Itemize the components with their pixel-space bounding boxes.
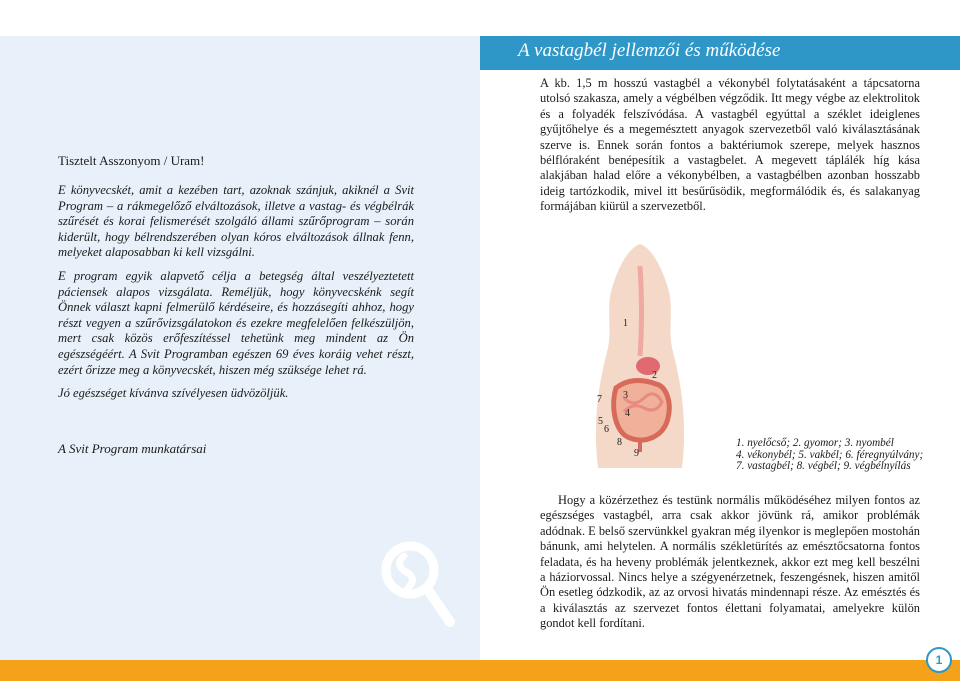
digestive-system-figure [560,238,720,468]
intro-paragraph: E könyvecskét, amit a kezében tart, azoknak szánjuk, akiknél a Svit Program – a rákmegelőző elváltozások, illetve a vastag- és végbélrák szűrését és korai felismerését szolgáló állami szűrőprogram – során kiderült, hogy bélrendszerében olyan kóros elváltozások állnak fenn, melyeket alaposabban ki kell vizsgálni. [58,183,414,260]
legend-line: 1. nyelőcső; 2. gyomor; 3. nyombél [736,437,894,449]
page-number: 1 [926,647,952,673]
figure-label-8: 8 [617,437,622,448]
colon-description: A kb. 1,5 m hosszú vastagbél a vékonybél folytatásaként a tápcsatorna utolsó szakasza, amely a végbélben végződik. Itt megy végbe az elektrolitok és a folyadék felszívódása. A vastagbél egyúttal a széklet ideiglenes gyűjtőhelye és a megemésztett anyagok szervezetből való kiválasztásának szerve is. Ennek során fontos a baktériumok szerepe, melyek hasznos bélflóraként benépesítik a vastagbelet. A megevett táplálék híg kása alakjában halad előre a vékonybélben, a vastagbélben azonban hosszabb ideig tartózkodik, mivel itt besűrűsödik, megformálódik és, és salakanyag formájában kiürül a szervezetből. [540,76,920,214]
top-margin [0,0,960,36]
section-title: A vastagbél jellemzői és működése [518,40,781,61]
signature: A Svit Program munkatársai [58,441,207,456]
figure-label-9: 9 [634,448,639,459]
figure-label-4: 4 [625,408,630,419]
figure-label-1: 1 [623,318,628,329]
magnifier-logo-icon [378,538,458,630]
figure-label-5: 5 [598,416,603,427]
figure-legend [736,438,936,473]
legend-line: 4. vékonybél; 5. vakbél; 6. féregnyúlvány; [736,448,924,461]
wishes-paragraph: Jó egészséget kívánva szívélyesen üdvözöljük. [58,386,289,400]
figure-label-6: 6 [604,424,609,435]
program-paragraph: E program egyik alapvető célja a betegség által veszélyeztetett páciensek alapos vizsgálata. Reméljük, hogy könyvecskénk segít Önnek választ kapni felmerülő kérdéseire, és hozzásegíti ahhoz, hogy részt vegyen a szűrővizsgálatokon és ezekre megfelelően felkészüljön, mert csak közös erőfeszítéssel tehetünk meg mindent az Ön egészségéért. A Svit Programban egészen 69 éves koráig vehet részt, ezért őrizze meg a könyvecskét, hiszen még szüksége lehet rá. [58,269,414,377]
legend-line: 7. vastagbél; 8. végbél; 9. végbélnyílás [736,460,911,473]
figure-label-2: 2 [652,370,657,381]
figure-label-7: 7 [597,394,602,405]
bottom-band [0,660,960,681]
health-paragraph: Hogy a közérzethez és testünk normális működéséhez milyen fontos az egészséges vastagbél, arra csak akkor jövünk rá, amikor problémák adódnak. E belső szervünkkel gyakran még ilyenkor is meglepően mostohán bánunk, ami helytelen. A normális székletürítés az emésztőcsatorna fontos feladata, és ha heveny problémák jelentkeznek, akkor ezt meg kell beszélni a háziorvossal. Nincs helye a szégyenérzetnek, feszengésnek, hiszen amitől Ön esetleg ódzkodik, az az orvosi hivatás mindennapi része. Az emésztés és a kiválasztás az szervezet fontos élettani folyamatai, amelyekre külön gondot kell fordítani. [540,493,920,631]
figure-label-3: 3 [623,390,628,401]
greeting: Tisztelt Asszonyom / Uram! [58,153,205,168]
